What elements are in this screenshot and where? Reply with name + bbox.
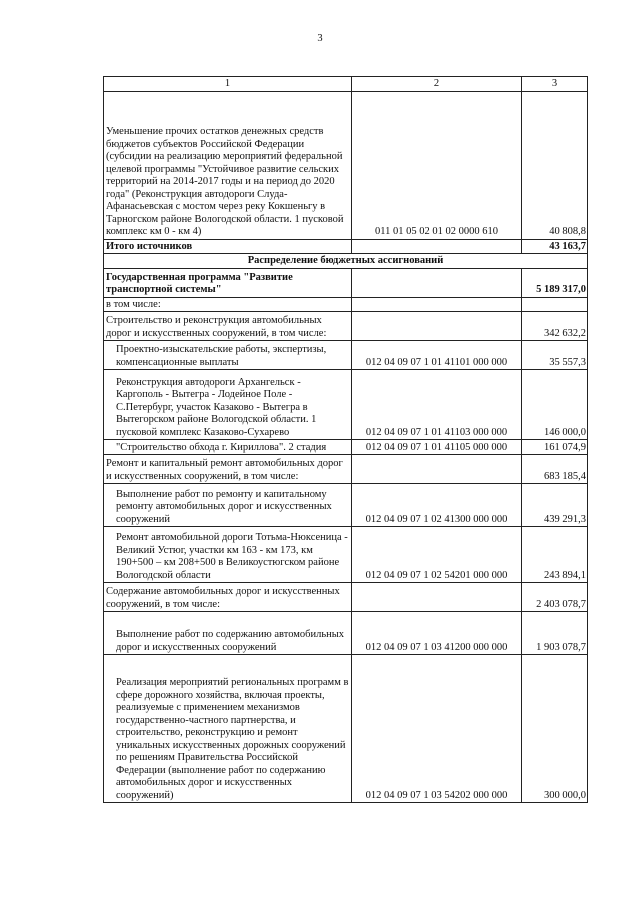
- row-description: Выполнение работ по ремонту и капитальному ремонту автомобильных дорог и искусственных сооружений: [104, 484, 352, 527]
- table-row: [104, 370, 588, 440]
- row-description: Ремонт автомобильной дороги Тотьма-Нюксеница - Великий Устюг, участки км 163 - км 173, км 190+500 – км 208+500 в Великоустюгском районе Вологодской области: [104, 527, 352, 583]
- row-description: Проектно-изыскательские работы, экспертизы, компенсационные выплаты: [104, 341, 352, 370]
- table-header-row: [104, 77, 588, 92]
- row-description: Государственная программа "Развитие транспортной системы": [104, 268, 352, 297]
- row-amount: 43 163,7: [522, 239, 588, 254]
- table-row: [104, 91, 588, 239]
- table-row: [104, 254, 588, 269]
- row-budget-code: [352, 455, 522, 484]
- row-description: Итого источников: [104, 239, 352, 254]
- row-description: "Строительство обхода г. Кириллова". 2 стадия: [104, 440, 352, 455]
- row-description: Реконструкция автодороги Архангельск - Каргополь - Вытегра - Лодейное Поле - С.Петербург, участок Казаково - Вытегра в Вытегорском районе Вологодской области. 1 пусковой комплекс Казаково-Сухарево: [104, 370, 352, 440]
- row-description: Ремонт и капитальный ремонт автомобильных дорог и искусственных сооружений, в том числе:: [104, 455, 352, 484]
- table-row: [104, 440, 588, 455]
- row-budget-code: 012 04 09 07 1 02 41300 000 000: [352, 484, 522, 527]
- column-header: 3: [522, 77, 588, 92]
- table-row: [104, 341, 588, 370]
- table-row: [104, 455, 588, 484]
- table-row: [104, 239, 588, 254]
- row-budget-code: 012 04 09 07 1 03 54202 000 000: [352, 655, 522, 803]
- table-row: [104, 583, 588, 612]
- row-amount: 1 903 078,7: [522, 612, 588, 655]
- row-budget-code: 011 01 05 02 01 02 0000 610: [352, 91, 522, 239]
- table-row: [104, 312, 588, 341]
- row-description: Содержание автомобильных дорог и искусственных сооружений, в том числе:: [104, 583, 352, 612]
- row-budget-code: [352, 268, 522, 297]
- row-description: в том числе:: [104, 297, 352, 312]
- column-header: 1: [104, 77, 352, 92]
- row-description: Реализация мероприятий региональных программ в сфере дорожного хозяйства, включая проекты, реализуемые с применением механизмов государственно-частного партнерства, и строительство, реконструкцию и ремонт уникальных искусственных дорожных сооружений по решениям Правительства Российской Федерации (выполнение работ по содержанию автомобильных дорог и искусственных сооружений): [104, 655, 352, 803]
- row-amount: 161 074,9: [522, 440, 588, 455]
- table-row: [104, 297, 588, 312]
- row-amount: 300 000,0: [522, 655, 588, 803]
- row-amount: 243 894,1: [522, 527, 588, 583]
- row-amount: 683 185,4: [522, 455, 588, 484]
- budget-table: [103, 76, 588, 803]
- page-number: 3: [317, 33, 323, 44]
- section-heading: Распределение бюджетных ассигнований: [104, 254, 588, 269]
- row-amount: [522, 297, 588, 312]
- table-row: [104, 655, 588, 803]
- row-budget-code: 012 04 09 07 1 01 41105 000 000: [352, 440, 522, 455]
- row-budget-code: [352, 239, 522, 254]
- row-amount: 5 189 317,0: [522, 268, 588, 297]
- column-header: 2: [352, 77, 522, 92]
- row-amount: 2 403 078,7: [522, 583, 588, 612]
- row-description: Строительство и реконструкция автомобильных дорог и искусственных сооружений, в том числе:: [104, 312, 352, 341]
- row-budget-code: [352, 312, 522, 341]
- row-budget-code: 012 04 09 07 1 01 41101 000 000: [352, 341, 522, 370]
- table-body: [104, 91, 588, 803]
- row-amount: 342 632,2: [522, 312, 588, 341]
- row-budget-code: 012 04 09 07 1 02 54201 000 000: [352, 527, 522, 583]
- row-amount: 40 808,8: [522, 91, 588, 239]
- table-row: [104, 268, 588, 297]
- table-row: [104, 527, 588, 583]
- row-budget-code: [352, 297, 522, 312]
- row-amount: 439 291,3: [522, 484, 588, 527]
- row-description: Уменьшение прочих остатков денежных средств бюджетов субъектов Российской Федерации (субсидии на реализацию мероприятий федеральной целевой программы "Устойчивое развитие сельских территорий на 2014-2017 годы и на период до 2020 года" (Реконструкция автодороги Слуда-Афанасьевская с мостом через реку Кокшеньгу в Тарногском районе Вологодской области. 1 пусковой комплекс км 0 - км 4): [104, 91, 352, 239]
- row-amount: 35 557,3: [522, 341, 588, 370]
- row-description: Выполнение работ по содержанию автомобильных дорог и искусственных сооружений: [104, 612, 352, 655]
- row-amount: 146 000,0: [522, 370, 588, 440]
- row-budget-code: 012 04 09 07 1 03 41200 000 000: [352, 612, 522, 655]
- row-budget-code: [352, 583, 522, 612]
- table-row: [104, 612, 588, 655]
- table-row: [104, 484, 588, 527]
- row-budget-code: 012 04 09 07 1 01 41103 000 000: [352, 370, 522, 440]
